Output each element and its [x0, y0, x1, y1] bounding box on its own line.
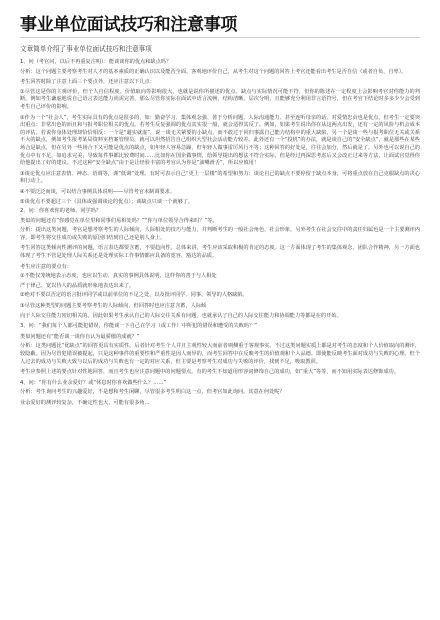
paragraph: ④不要泛泛而谈，可以结合事例具体说明——尽管考官未制调要求。	[20, 188, 176, 195]
paragraph: 考生回答时除了注意上面三个要点外，还应注意以下几点：	[20, 79, 155, 86]
paragraph: 业余爱好的测评较复杂，不确定性也大，可能有很多角...	[20, 399, 150, 406]
paragraph: 分析：考生询问考生的兴趣爱好，不是想和考生闲聊，尽管很多考生明白这一点，但考官如此询问。其意在何处呢？	[20, 389, 285, 396]
paragraph: ①尽管这是你的主观评价，但个人自信程度、价值取向等影响很大，也就是说你所描述的优点、缺点与实际情况可能不符，但你的陈述在一定程度上会影响考官对你能力的判断。例如考生谦虚地说自己语言表达能力尚需完善，那么尽管你实际在面试中语言流畅、结构清晰、层次分明，且能够充分利用非言语符号，但在考官下结论时多多少少会受到考生自己评价的影响。	[20, 88, 420, 110]
document-body	[20, 59, 420, 408]
paragraph: 考生回答这类倾向性测评的问题，语言表达都要含蓄，不要趋向性。总体来讲，考生应该采取积极的肯定的态度。这一方面体现了考生的集体观念，团队合作精神，另一方面也体现了考生不管是处理人际关系还是处理实际工作事情都应具备的宽容、豁达的品质。	[20, 245, 420, 260]
paragraph: ①不能仅笼统地表示态度，也应以生动、真实的事例具体说明，这样你的善于与人相处	[20, 273, 217, 280]
paragraph: 4、问：“你有什么业余爱好？或“休息时你喜欢做些什么？……”	[20, 379, 167, 386]
paragraph: 分析：这个问题主要考察考生对人才的基本素质的正确认识以及能否全面、客观地评价自己，从考生对这个问题的回答上考官还能看出考生是否自信（或者自负、自卑）。	[20, 68, 407, 75]
paragraph: ⑤谈优点不要超过三个（具体或强调谈论的优点）；谈缺点只谈一个就够了。	[20, 198, 194, 205]
document-intro: 文章简单介绍了事业单位面试技巧和注意事项	[20, 45, 152, 53]
paragraph: 向于人际交往能力密切相关的。因此如果考生承认自己的人际交往关系有问题，也就承认了自己的人际交往能力和协调能力等都是在的开始。	[20, 312, 342, 319]
title-divider	[20, 37, 420, 38]
paragraph: 2、问：你喜欢你的老师、同学吗？	[20, 208, 102, 215]
paragraph: 1、问（考官问，以后不再重复注明）：能谈谈你的优点和缺点吗？	[20, 59, 172, 65]
document-title: 事业单位面试技巧和注意事项	[20, 15, 238, 35]
paragraph: 分析：提出这类问题，考官是想考察考生的人际倾向，人际相处的技巧与能力，并判断考生的一般社会角色，社会形象。另外考生在社会交往中的责任归属也是一个主要测评内容，即考生将交往成功或失败的原因归结到自己还是别人身上。	[20, 227, 420, 241]
paragraph: ③尽管这种类型的问题主要考察考生的人际倾向，但回答时也应注意含蓄，人际倾	[20, 303, 207, 310]
paragraph: 类似问题还有“能否谈一谈你自认为最骄傲的成就？”	[20, 333, 140, 340]
paragraph: ③谈论优点应注意表情、神态、语调等，谨“低调”处理。有时可表示自己“更上一层楼”的希望和努力；谈论自己的缺点不要停留于缺点本身，可将重点放在自己克服缺点的决心和行动上。	[20, 170, 420, 185]
paragraph: ②作为一个“社会人”，考生实际具有的优点是很多的，如：勤奋学习、集体观念强、善于分析问题、人际沟通能力、甚至连听母亲的话、对爱情忠贞也是优点，但考生一定要突出重点：非常出色的而且和与报考职位相关的优点。若考生反复强调的优点其实很一般，就会适得其反了。例如，如果考生说出你在从这两点出发，还有一定的风险与机会成本的评估。若说你身体处理却恰恰相反：一个是“避实就虚”，说一谈无关紧要的小缺点，而不敢过于回归事露自己能力结构中的重大缺陷，另一个是谈一些与报考职位无关或关系不大的缺点，例如考生报考某局资料室档案管理员，就可以坦然招告自己组织大型社会活动能力较差。此外还有一个“投机”的办法，就是谈自己的“安全缺点”，就是那些在某些场合是缺点，但在另外一些场合下又可能是优点的缺点，如年轻人容易急躁，但年轻人做事雷厉风行不等；这种回答的好处是，往往会加分，然后就是了。另外也可以说自己的优点中有不足，如追求完美，导致每件事都比较费时间……比如你在国企做事情，给领导提出的想法不符合实际，但是经过再深思考虑后又会改正过来等方法，让面试官觉得你给他提出了好的建议。不过这种“安全缺点”由于是让经验丰富的考官认为你是“油嘴滑舌”，所以应慎用！	[20, 114, 420, 167]
paragraph: 考生应参照上述的要点针对性地回答，而且考生也应注意问题中的问题要点。有的考生不知道用形容词修饰自己的成功，如“重大”等等，而不知用实际表达修饰成功。	[20, 369, 399, 376]
paragraph: 分析：这类问题比“优缺点”的回答更具有实质性。后者针对考生个人并且主观性较大而前者则侧重于客观事实。不过这类问题实质上都是对考生的态度和个人价值取向的测评，较隐蔽。因为尽管犯错误被提起，只是这种事件的重要性和严重性是因人而异的，而考生回答中在反映考生的价值观和个人品德。即使能反映考生面对成功与失败的心理。但个人过去的成功与失败大致与以后的成功与失败也有一定的对应关系，但主要是考察考生对成功与失败的评价，找到不足，吸取教训。	[20, 343, 420, 365]
paragraph: 类似的问题还有“你感觉在单位里和同事们易相处吗？”“你与单位领导合得来吗？”等。	[20, 217, 218, 224]
paragraph: 考生应注意的要点有：	[20, 263, 72, 270]
paragraph: 严于律己、宽以待人的品质就形象地表达出来了。	[20, 282, 135, 289]
paragraph: 3、问：“我们每个人都可能犯错误，你能谈一下自己在学习（或工作）中所犯的错误和遭受的失败吗？”	[20, 323, 257, 330]
paragraph: ②绝对不要以否定的语言批评同学或以前单位的不足之处，以及批评同学、同事、领导的人格缺陷。	[20, 292, 248, 299]
